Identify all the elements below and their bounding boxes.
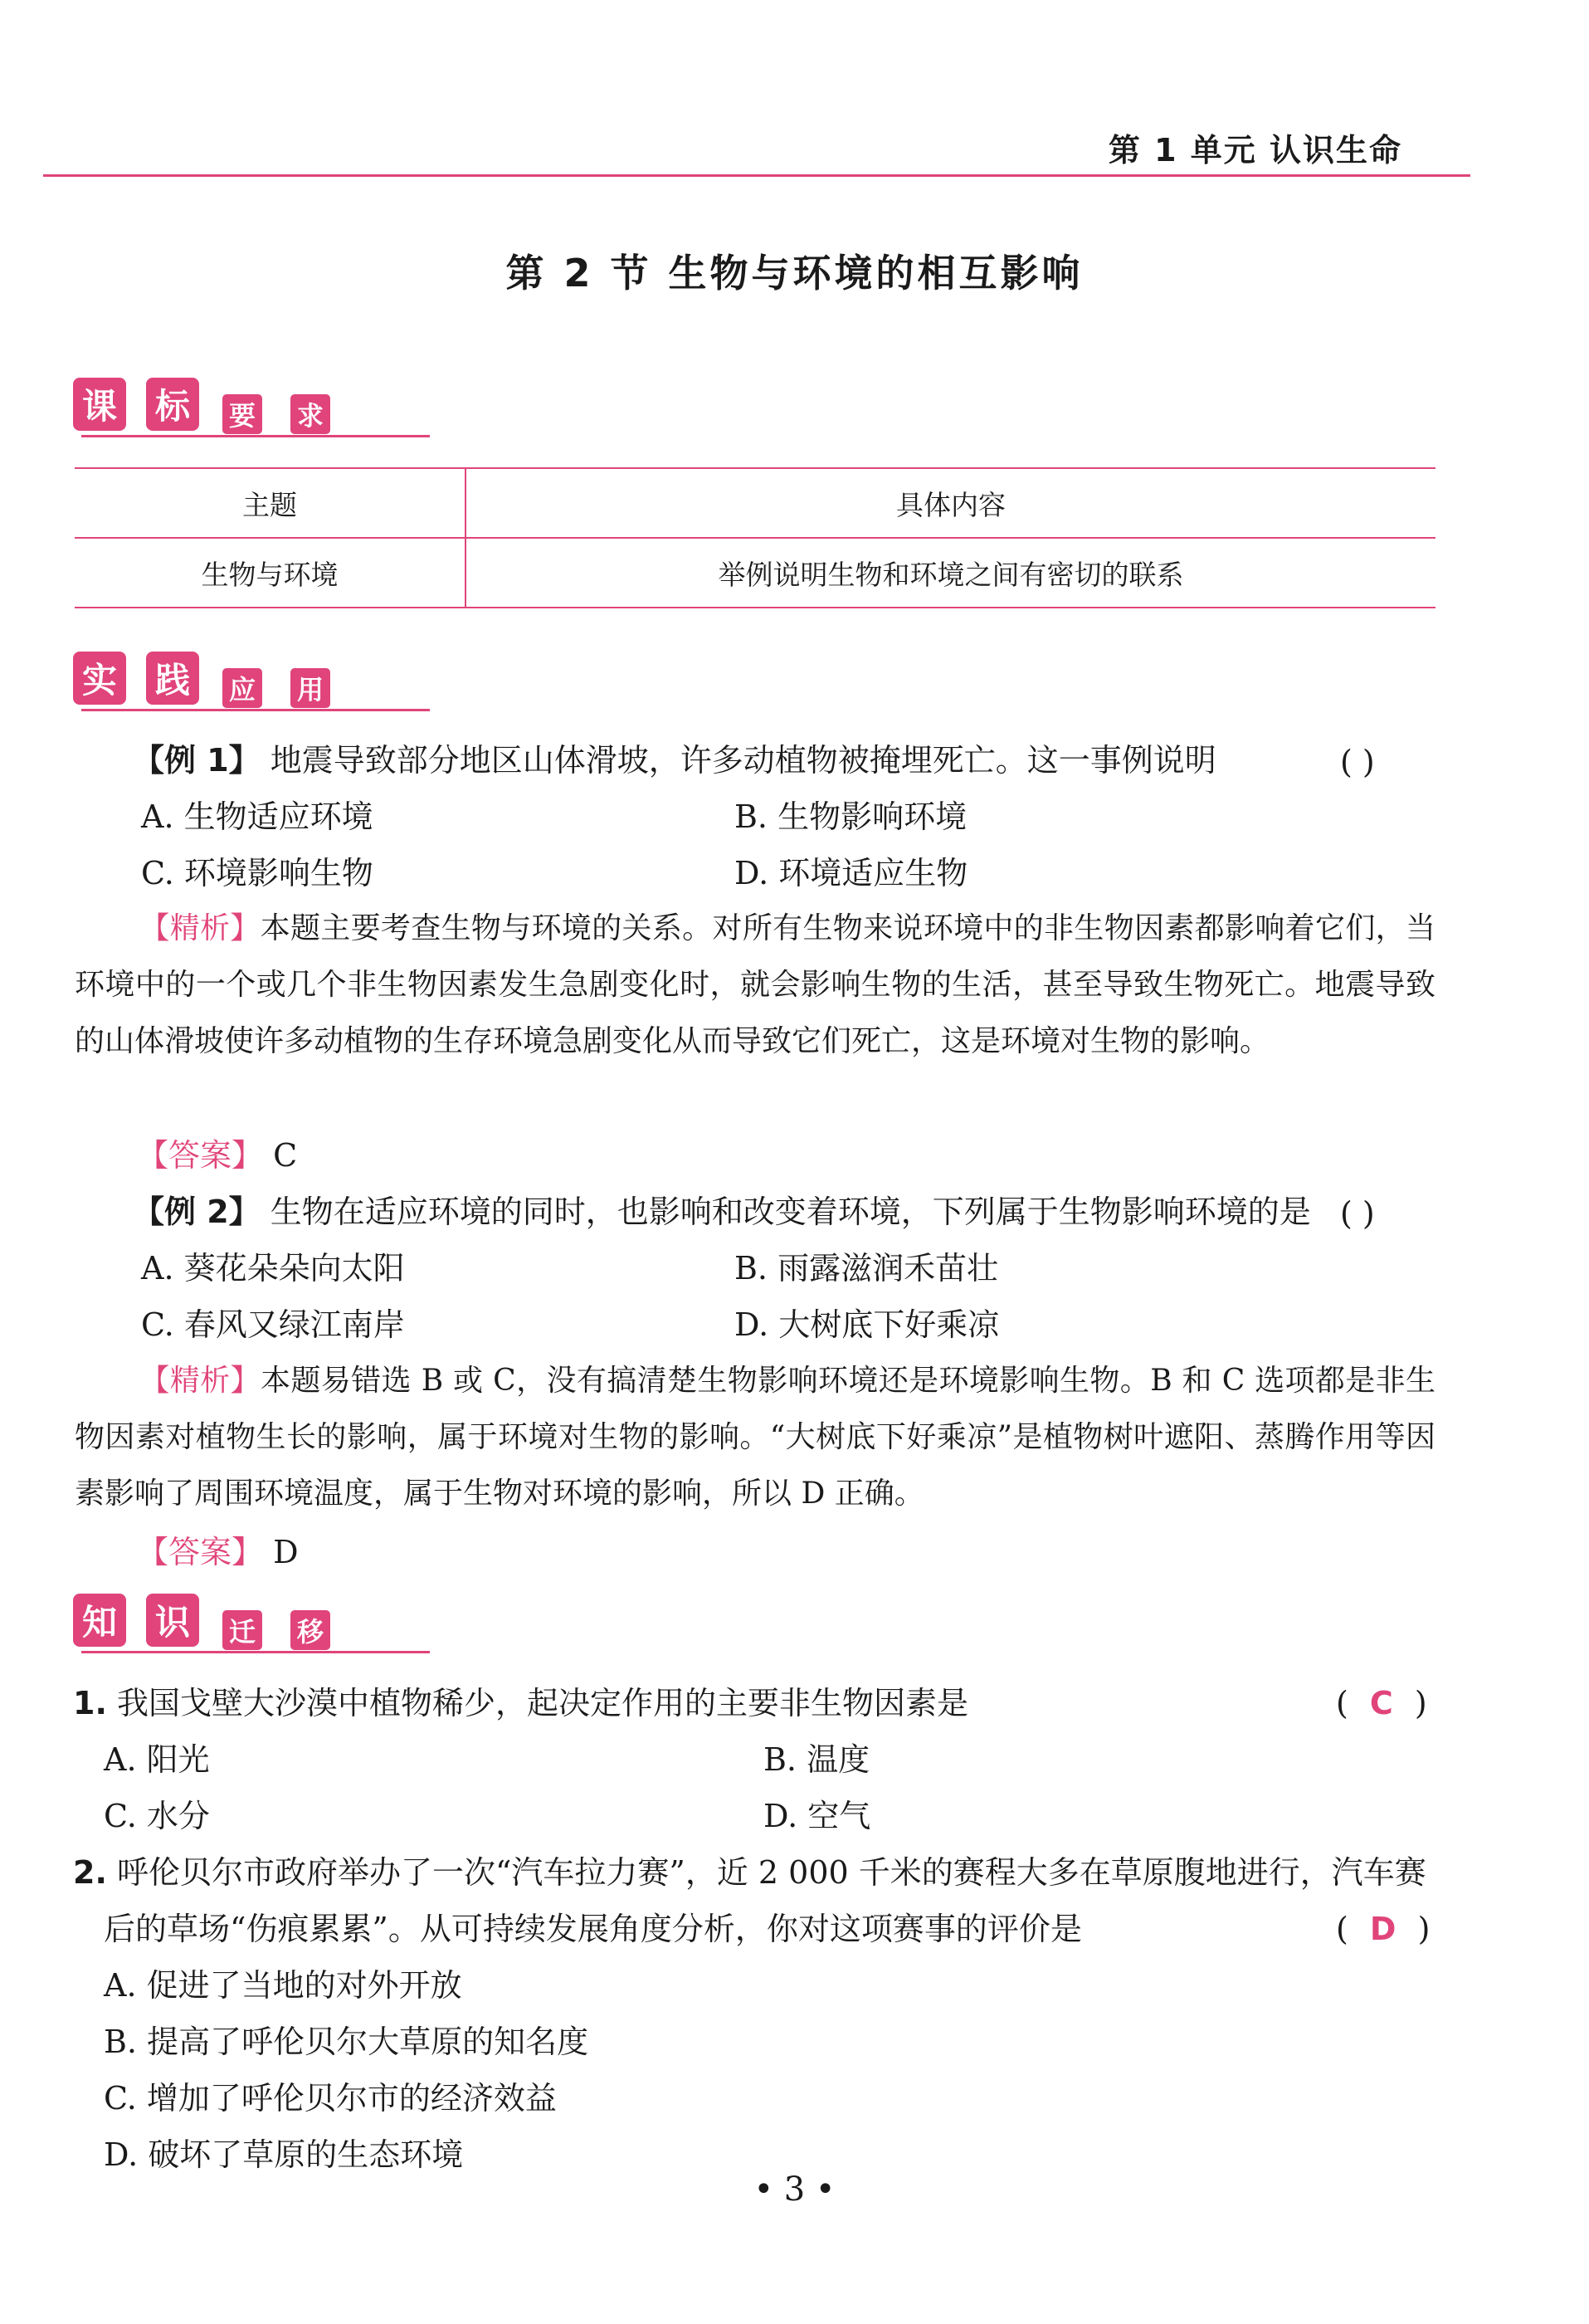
- table-row: [75, 538, 1435, 608]
- q1-option-b: B. 温度: [763, 1741, 870, 1778]
- q1-number: 1.: [73, 1685, 107, 1721]
- paren-open: (: [1336, 1911, 1348, 1947]
- table-cell-content: 举例说明生物和环境之间有密切的联系: [718, 558, 1184, 591]
- table-header-content: 具体内容: [896, 488, 1006, 521]
- banner-char: 践: [146, 652, 199, 705]
- example1-answer-value: C: [273, 1137, 298, 1174]
- example2-analysis: [75, 1353, 1435, 1522]
- banner-zhishi: [73, 1594, 438, 1660]
- banner-char: 移: [290, 1610, 330, 1650]
- example2-answer: [137, 1524, 299, 1580]
- header-rule: [43, 174, 1470, 177]
- table-header-topic: 主题: [75, 468, 465, 538]
- banner-char: 标: [146, 378, 199, 431]
- q2-option-c: C. 增加了呼伦贝尔市的经济效益: [104, 2080, 557, 2116]
- example1-analysis: [75, 901, 1435, 1070]
- banner-char: 应: [222, 668, 262, 708]
- example1-paren: ( ): [1340, 744, 1375, 780]
- example2-option-a: A. 葵花朵朵向太阳: [141, 1250, 405, 1286]
- example2-analysis-text: 本题易错选 B 或 C，没有搞清楚生物影响环境还是环境影响生物。B 和 C 选项都是非生物因素对植物生长的影响，属于环境对生物的影响。“大树底下好乘凉”是植物树叶遮阳、蒸腾作用等因素影响了周围环境温度，属于生物对环境的影响，所以 D 正确。: [75, 1364, 1435, 1511]
- q2-option-d: D. 破坏了草原的生态环境: [104, 2136, 464, 2173]
- banner-char: 用: [290, 668, 330, 708]
- q2-number: 2.: [73, 1854, 107, 1891]
- example2-option-d: D. 大树底下好乘凉: [734, 1306, 1000, 1343]
- example1-analysis-text: 本题主要考查生物与环境的关系。对所有生物来说环境中的非生物因素都影响着它们，当环境中的一个或几个非生物因素发生急剧变化时，就会影响生物的生活，甚至导致生物死亡。地震导致的山体滑坡使许多动植物的生存环境急剧变化从而导致它们死亡，这是环境对生物的影响。: [75, 911, 1435, 1058]
- example2-question: [133, 1184, 1311, 1240]
- example1-analysis-tag: 【精析】: [139, 911, 261, 945]
- standards-table: [75, 467, 1435, 608]
- example2-text: 生物在适应环境的同时，也影响和改变着环境，下列属于生物影响环境的是: [270, 1194, 1311, 1230]
- banner-char: 实: [73, 652, 126, 705]
- banner-char: 迁: [222, 1610, 262, 1650]
- banner-char: 知: [73, 1594, 126, 1647]
- banner-shijian: [73, 652, 438, 718]
- q1-option-c: C. 水分: [104, 1798, 210, 1834]
- example2-answer-tag: 【答案】: [137, 1534, 264, 1570]
- example2-paren: ( ): [1340, 1195, 1375, 1232]
- example1-option-b: B. 生物影响环境: [734, 798, 968, 835]
- q1-answer: C: [1369, 1685, 1393, 1721]
- banner-kebiao: [73, 378, 438, 444]
- table-cell-topic: 生物与环境: [75, 538, 465, 608]
- q1-text: 我国戈壁大沙漠中植物稀少，起决定作用的主要非生物因素是: [116, 1685, 968, 1721]
- q2-stem-line1: [73, 1844, 1426, 1901]
- example2-analysis-tag: 【精析】: [139, 1364, 261, 1398]
- paren-close: ): [1414, 1685, 1427, 1721]
- q2-answer: D: [1369, 1911, 1396, 1947]
- banner-char: 求: [290, 394, 330, 434]
- example1-answer-tag: 【答案】: [137, 1137, 264, 1174]
- example1-option-a: A. 生物适应环境: [141, 798, 373, 835]
- q2-option-a: A. 促进了当地的对外开放: [104, 1967, 462, 2004]
- example2-answer-value: D: [273, 1534, 299, 1570]
- example1-option-c: C. 环境影响生物: [141, 855, 373, 891]
- banner-char: 要: [222, 394, 262, 434]
- q2-answer-paren: [1336, 1901, 1430, 1957]
- paren-close: ): [1417, 1911, 1431, 1947]
- q1-option-a: A. 阳光: [104, 1741, 210, 1778]
- banner-char: 课: [73, 378, 126, 431]
- q1-option-d: D. 空气: [763, 1798, 871, 1834]
- page-number: • 3 •: [753, 2170, 836, 2209]
- q1-stem: [73, 1675, 968, 1731]
- example1-text: 地震导致部分地区山体滑坡，许多动植物被掩埋死亡。这一事例说明: [270, 742, 1216, 779]
- example1-answer: [137, 1127, 297, 1184]
- q2-text-line1: 呼伦贝尔市政府举办了一次“汽车拉力赛”，近 2 000 千米的赛程大多在草原腹地进行，汽车赛: [116, 1854, 1426, 1891]
- example2-option-b: B. 雨露滋润禾苗壮: [734, 1250, 999, 1286]
- unit-header: 第 1 单元 认识生命: [1108, 132, 1402, 168]
- q2-stem-line2: 后的草场“伤痕累累”。从可持续发展角度分析，你对这项赛事的评价是: [104, 1911, 1082, 1947]
- q2-option-b: B. 提高了呼伦贝尔大草原的知名度: [104, 2024, 589, 2060]
- example1-option-d: D. 环境适应生物: [734, 855, 968, 891]
- q1-answer-paren: [1336, 1675, 1427, 1731]
- example1-tag: 【例 1】: [133, 742, 261, 779]
- example2-option-c: C. 春风又绿江南岸: [141, 1306, 405, 1343]
- example1-question: [133, 732, 1216, 788]
- example2-tag: 【例 2】: [133, 1194, 261, 1230]
- paren-open: (: [1336, 1685, 1348, 1721]
- banner-char: 识: [146, 1594, 199, 1647]
- section-title: 第 2 节 生物与环境的相互影响: [505, 251, 1084, 295]
- table-header-row: [75, 468, 1435, 538]
